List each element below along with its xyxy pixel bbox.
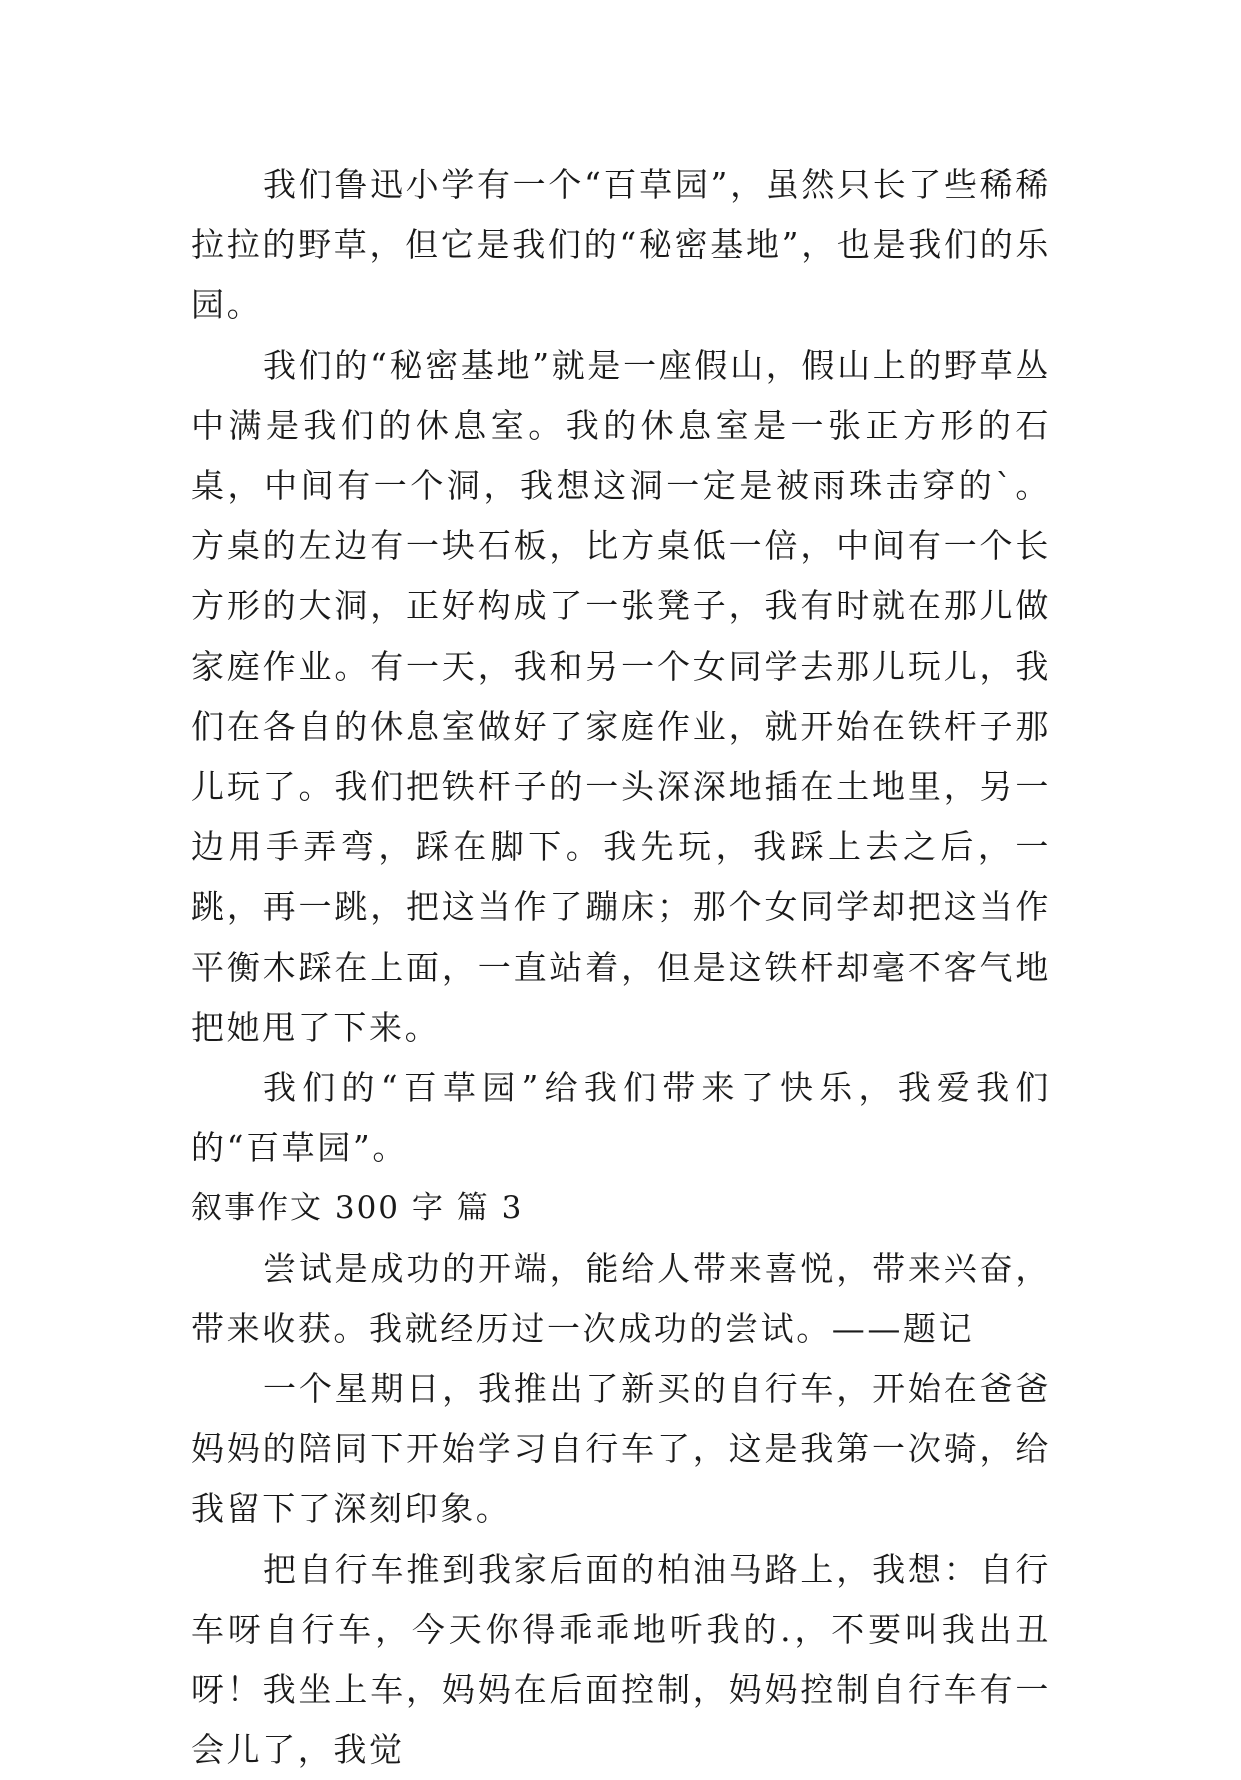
document-body [191, 155, 1051, 1780]
paragraph-epigraph: 尝试是成功的开端，能给人带来喜悦，带来兴奋，带来收获。我就经历过一次成功的尝试。——题记 [191, 1248, 1051, 1348]
paragraph-baicaoyuan-conclusion: 我们的“百草园”给我们带来了快乐，我爱我们的“百草园”。 [191, 1068, 1051, 1168]
paragraph-baicaoyuan-intro: 我们鲁迅小学有一个“百草园”，虽然只长了些稀稀拉拉的野草，但它是我们的“秘密基地”，也是我们的乐园。 [191, 165, 1051, 325]
section-heading: 叙事作文 300 字 篇 3 [191, 1190, 524, 1227]
paragraph-secret-base: 我们的“秘密基地”就是一座假山，假山上的野草丛中满是我们的休息室。我的休息室是一张正方形的石桌，中间有一个洞，我想这洞一定是被雨珠击穿的`。方桌的左边有一块石板，比方桌低一倍，中间有一个长方形的大洞，正好构成了一张凳子，我有时就在那儿做家庭作业。有一天，我和另一个女同学去那儿玩儿，我们在各自的休息室做好了家庭作业，就开始在铁杆子那儿玩了。我们把铁杆子的一头深深地插在土地里，另一边用手弄弯，踩在脚下。我先玩，我踩上去之后，一跳，再一跳，把这当作了蹦床；那个女同学却把这当作平衡木踩在上面，一直站着，但是这铁杆却毫不客气地把她甩了下来。 [191, 345, 1051, 1047]
paragraph-sunday-bike: 一个星期日，我推出了新买的自行车，开始在爸爸妈妈的陪同下开始学习自行车了，这是我第一次骑，给我留下了深刻印象。 [191, 1369, 1051, 1529]
paragraph-asphalt-road: 把自行车推到我家后面的柏油马路上，我想：自行车呀自行车，今天你得乖乖地听我的.，不要叫我出丑呀！我坐上车，妈妈在后面控制，妈妈控制自行车有一会儿了，我觉 [191, 1549, 1051, 1770]
